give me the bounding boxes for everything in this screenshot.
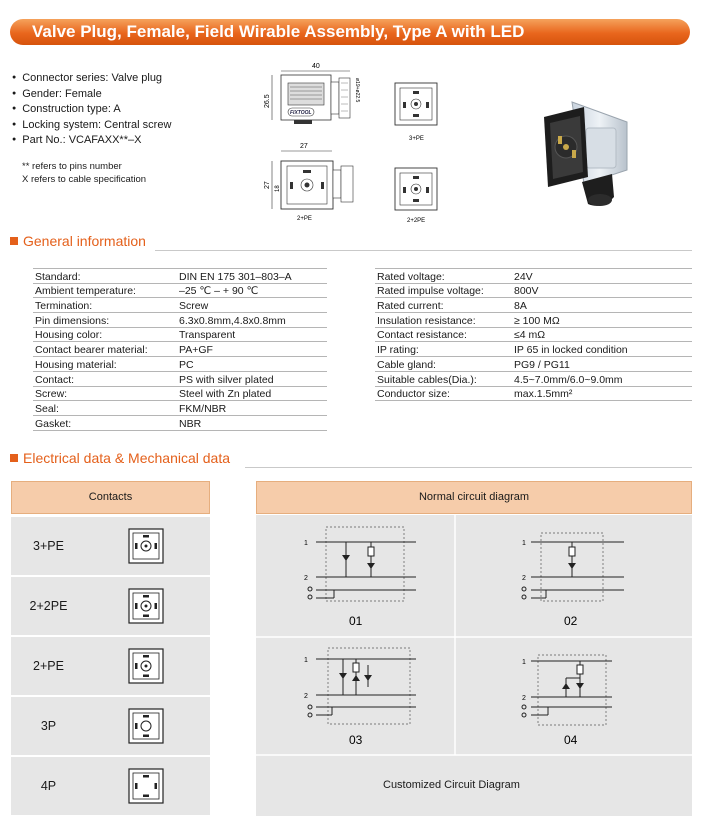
- spec-value: IP 65 in locked condition: [512, 342, 692, 357]
- pin-layout-3p-icon: [128, 708, 164, 744]
- page-title: Valve Plug, Female, Field Wirable Assembly, Type A with LED: [32, 22, 525, 41]
- spec-label: Ambient temperature:: [33, 283, 177, 298]
- spec-value: 4.5~7.0mm/6.0~9.0mm: [512, 371, 692, 386]
- note-cable: X refers to cable specification: [22, 174, 147, 185]
- spec-label: Cable gland:: [375, 357, 512, 372]
- spec-row: [33, 269, 327, 284]
- spec-row: [33, 386, 327, 401]
- housing-grille: [288, 83, 324, 105]
- feature-list: [12, 70, 171, 148]
- pin-label: 1: [304, 657, 308, 664]
- spec-label: Standard:: [33, 269, 177, 284]
- feature-item: ● Gender: Female: [12, 86, 171, 102]
- spec-value: PA+GF: [177, 342, 327, 357]
- spec-value: PG9 / PG11: [512, 357, 692, 372]
- dim-height2: 27: [264, 181, 271, 189]
- circuit-label-01: 01: [349, 614, 363, 628]
- feature-item: ● Connector series: Valve plug: [12, 70, 171, 86]
- circuit-grid: [256, 515, 692, 816]
- spec-table-right: [375, 268, 692, 401]
- spec-label: Contact bearer material:: [33, 342, 177, 357]
- circuit-02: [522, 533, 624, 601]
- spec-row: [33, 327, 327, 342]
- contact-row: [11, 697, 210, 755]
- spec-row: [375, 283, 692, 298]
- spec-value: FKM/NBR: [177, 401, 327, 416]
- dim-width: 40: [312, 63, 320, 70]
- spec-value: Steel with Zn plated: [177, 386, 327, 401]
- face-view-2-2pe: [395, 168, 437, 224]
- spec-label: Gasket:: [33, 415, 177, 430]
- view-label: 3+PE: [409, 136, 424, 142]
- circuit-03: [304, 648, 416, 724]
- spec-row: [33, 401, 327, 416]
- spec-label: Seal:: [33, 401, 177, 416]
- view-label: 2+2PE: [407, 218, 426, 224]
- contact-label: 2+PE: [33, 659, 64, 673]
- spec-row: [33, 415, 327, 430]
- spec-value: 24V: [512, 269, 692, 284]
- feature-item: ● Construction type: A: [12, 101, 171, 117]
- pin-layout-2pe-icon: [128, 648, 164, 684]
- circuit-label-04: 04: [564, 733, 578, 747]
- feature-item: ● Locking system: Central screw: [12, 117, 171, 133]
- spec-value: –25 ℃ – + 90 ℃: [177, 283, 327, 298]
- spec-value: ≥ 100 MΩ: [512, 313, 692, 328]
- contact-row: [11, 637, 210, 695]
- circuit-label-03: 03: [349, 733, 363, 747]
- spec-label: Contact:: [33, 371, 177, 386]
- spec-row: [375, 386, 692, 401]
- circuit-diagram-panel: [256, 515, 692, 816]
- dim-height: 26.5: [264, 94, 271, 108]
- spec-label: Pin dimensions:: [33, 313, 177, 328]
- divider: [245, 467, 692, 468]
- spec-value: PS with silver plated: [177, 371, 327, 386]
- face-view-2pe: [281, 161, 353, 222]
- spec-value: NBR: [177, 415, 327, 430]
- circuit-label-02: 02: [564, 614, 578, 628]
- custom-circuit-label: Customized Circuit Diagram: [383, 779, 520, 791]
- spec-row: [33, 298, 327, 313]
- contact-label: 2+2PE: [29, 599, 68, 613]
- spec-row: [375, 298, 692, 313]
- spec-label: Insulation resistance:: [375, 313, 512, 328]
- spec-label: Conductor size:: [375, 386, 512, 401]
- feature-item: ● Part No.: VCAFAXX**–X: [12, 132, 171, 148]
- view-label: 2+PE: [297, 216, 312, 222]
- pin-layout-2-2pe-icon: [128, 588, 164, 624]
- pin-label: 2: [522, 575, 526, 582]
- spec-row: [375, 327, 692, 342]
- spec-label: IP rating:: [375, 342, 512, 357]
- spec-value: max.1.5mm²: [512, 386, 692, 401]
- contact-row: [11, 757, 210, 815]
- notes: [22, 160, 146, 186]
- pin-label: 1: [522, 540, 526, 547]
- circuit-04: [522, 655, 612, 725]
- spec-row: [33, 283, 327, 298]
- pin-label: 1: [522, 659, 526, 666]
- spec-row: [33, 313, 327, 328]
- contact-row: [11, 517, 210, 575]
- spec-value: 8A: [512, 298, 692, 313]
- dim-width2: 27: [300, 143, 308, 150]
- spec-value: 800V: [512, 283, 692, 298]
- dim-side: 18: [275, 185, 281, 192]
- spec-label: Suitable cables(Dia.):: [375, 371, 512, 386]
- pin-label: 2: [522, 695, 526, 702]
- pin-label: 1: [304, 540, 308, 547]
- contact-row: [11, 577, 210, 635]
- spec-label: Housing material:: [33, 357, 177, 372]
- spec-value: ≤4 mΩ: [512, 327, 692, 342]
- spec-label: Housing color:: [33, 327, 177, 342]
- product-photo: [532, 92, 637, 217]
- spec-label: Rated voltage:: [375, 269, 512, 284]
- spec-label: Termination:: [33, 298, 177, 313]
- spec-row: [375, 357, 692, 372]
- brand-logo: FIXTOOL: [290, 110, 312, 116]
- contact-label: 4P: [40, 779, 57, 793]
- pin-layout-3pe-icon: [128, 528, 164, 564]
- circuit-01: [304, 527, 416, 601]
- pin-layout-4p-icon: [128, 768, 164, 804]
- note-pins: ** refers to pins number: [22, 161, 122, 172]
- spec-label: Rated current:: [375, 298, 512, 313]
- spec-row: [375, 342, 692, 357]
- spec-row: [375, 371, 692, 386]
- divider: [155, 250, 692, 251]
- spec-value: Transparent: [177, 327, 327, 342]
- pin-label: 2: [304, 693, 308, 700]
- contact-label: 3P: [40, 719, 57, 733]
- spec-label: Rated impulse voltage:: [375, 283, 512, 298]
- spec-row: [33, 342, 327, 357]
- spec-label: Screw:: [33, 386, 177, 401]
- spec-row: [33, 357, 327, 372]
- pin-label: 2: [304, 575, 308, 582]
- title-bar: [10, 19, 690, 45]
- spec-value: Screw: [177, 298, 327, 313]
- spec-row: [375, 313, 692, 328]
- contact-label: 3+PE: [33, 539, 64, 553]
- spec-label: Contact resistance:: [375, 327, 512, 342]
- spec-value: DIN EN 175 301–803–A: [177, 269, 327, 284]
- contacts-header: Contacts: [11, 481, 210, 514]
- spec-row: [33, 371, 327, 386]
- technical-drawing: [250, 58, 450, 228]
- face-view-3pe: [395, 83, 437, 142]
- spec-value: 6.3x0.8mm,4.8x0.8mm: [177, 313, 327, 328]
- side-dim-label: ø19+ø22.5: [354, 78, 360, 103]
- spec-value: PC: [177, 357, 327, 372]
- spec-table-left: [33, 268, 327, 431]
- circuit-header: Normal circuit diagram: [256, 481, 692, 514]
- spec-row: [375, 269, 692, 284]
